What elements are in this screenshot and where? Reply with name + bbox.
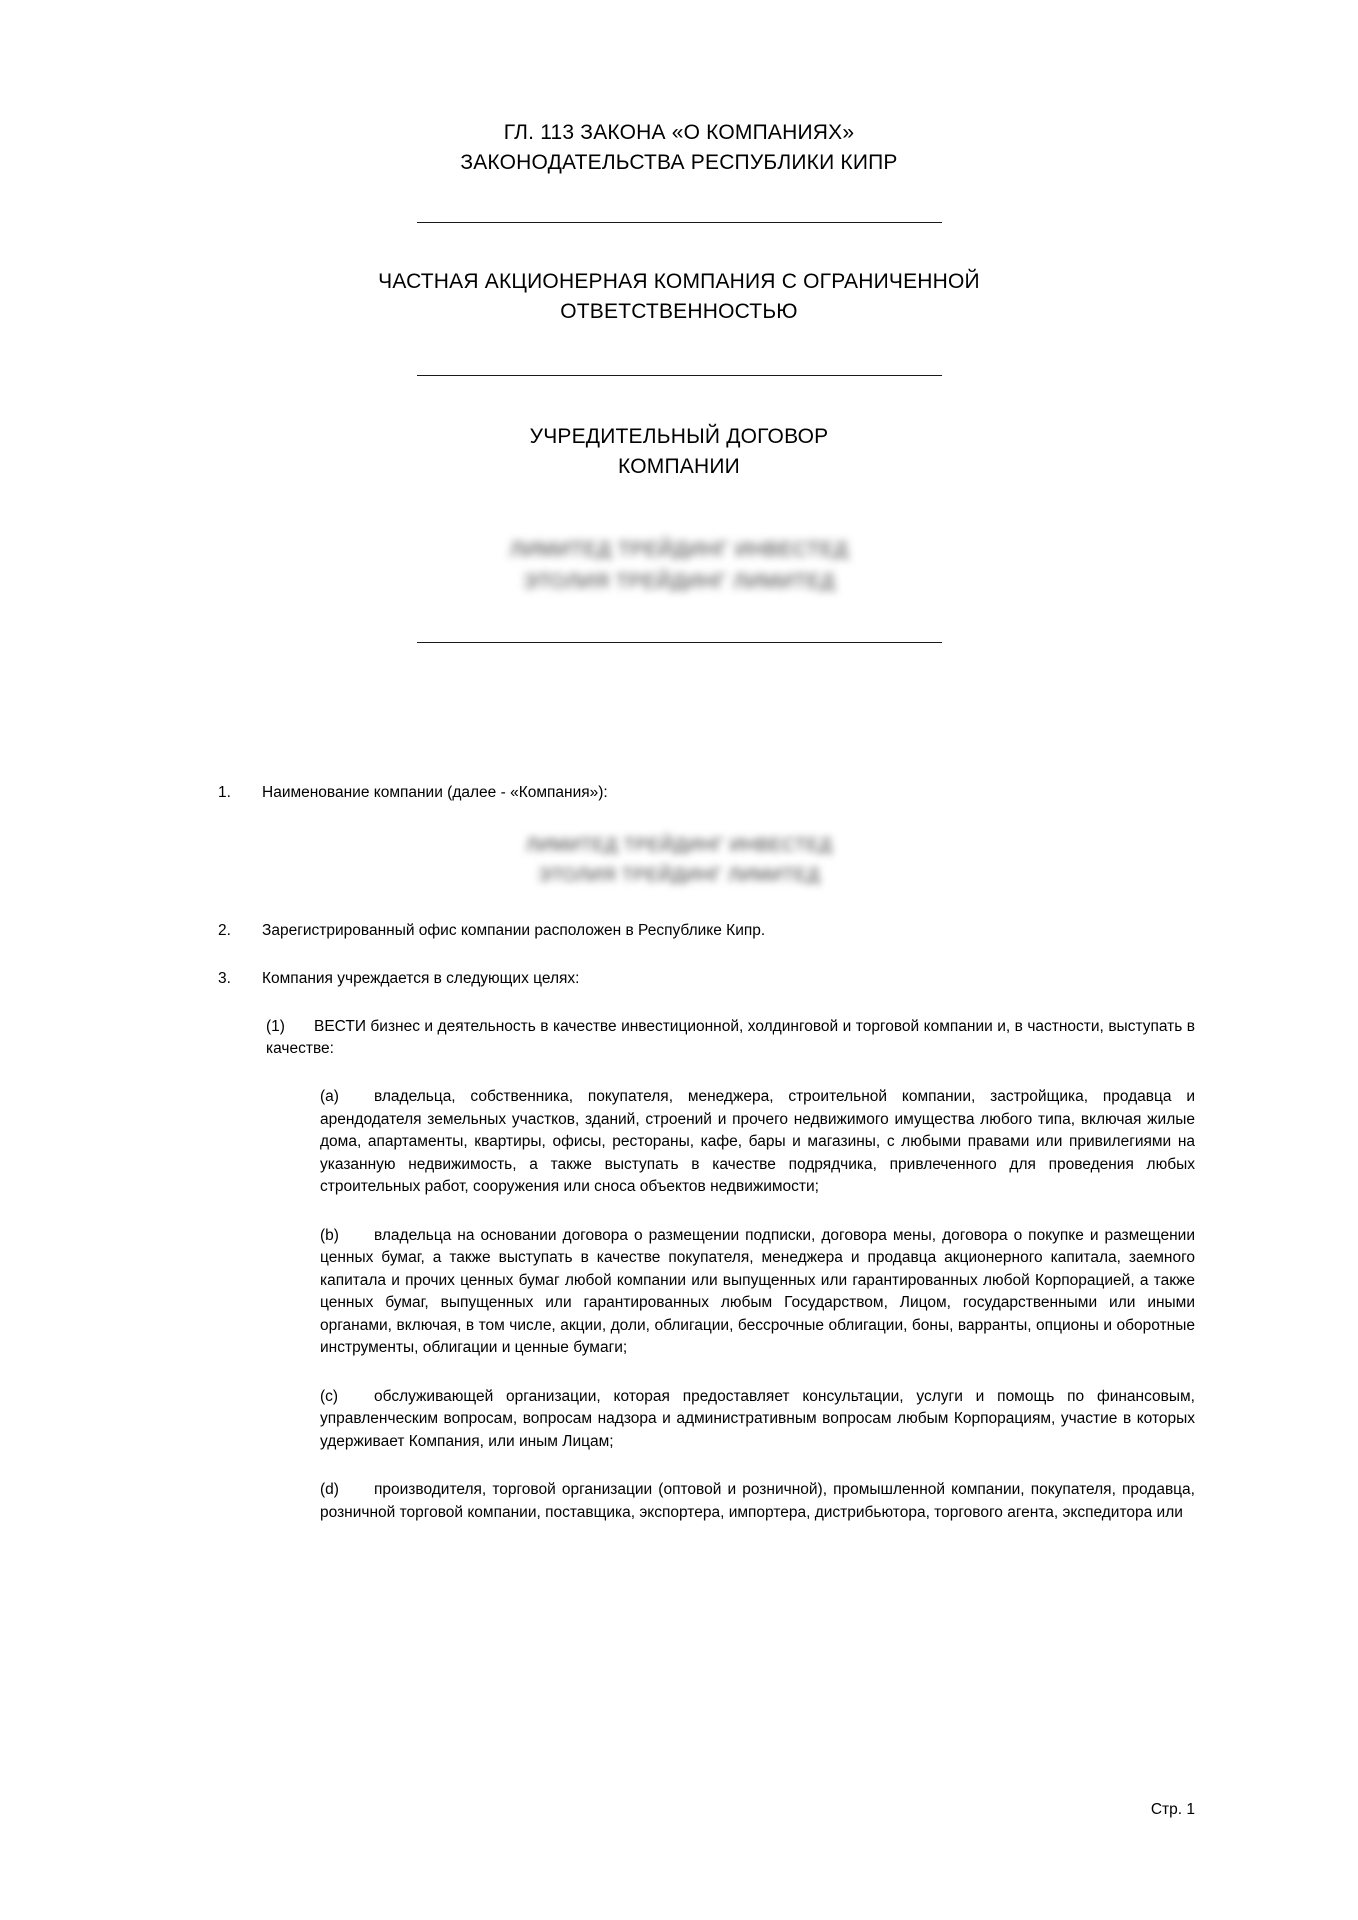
company-type-title	[0, 267, 1358, 327]
clause-2	[0, 920, 1358, 942]
document-type-line-2: КОМПАНИИ	[618, 455, 740, 478]
purpose-1-item-d-text: производителя, торговой организации (оптовой и розничной), промышленной компании, покупателя, продавца, розничной торговой компании, поставщика, экспортера, импортера, дистрибьютора, торгового агента, экспедитора или	[320, 1481, 1195, 1521]
redacted-company-name-inline-line-1: ЛИМИТЕД ТРЕЙДИНГ ИНВЕСТЕД	[525, 835, 833, 855]
company-type-line-1: ЧАСТНАЯ АКЦИОНЕРНАЯ КОМПАНИЯ С ОГРАНИЧЕННОЙ	[378, 270, 980, 293]
clause-3-number: 3.	[218, 970, 231, 987]
purpose-1-item-c-text: обслуживающей организации, которая предоставляет консультации, услуги и помощь по финансовым, управленческим вопросам, вопросам надзора и административным вопросам любым Корпорациям, участие в которых удерживает Компания, или иным Лицам;	[320, 1387, 1195, 1450]
clause-1-number: 1.	[218, 784, 231, 801]
purpose-1-item-c-number: (c)	[320, 1387, 339, 1405]
document-type-line-1: УЧРЕДИТЕЛЬНЫЙ ДОГОВОР	[529, 425, 829, 448]
divider-rule-3	[417, 642, 942, 643]
page-number-label: Стр. 1	[1150, 1801, 1195, 1818]
document-body	[0, 782, 1358, 1524]
clause-3	[0, 968, 1358, 990]
purpose-1-number: (1)	[266, 1018, 285, 1035]
law-title-line-1: ГЛ. 113 ЗАКОНА «О КОМПАНИЯХ»	[503, 121, 855, 144]
purpose-1-item-a	[0, 1086, 1358, 1199]
purpose-1-item-b-number: (b)	[320, 1226, 339, 1244]
title-block	[0, 118, 1358, 643]
page-footer	[1151, 1800, 1195, 1820]
purpose-1-item-d-number: (d)	[320, 1481, 339, 1498]
clause-2-number: 2.	[218, 922, 231, 939]
document-type-title	[0, 422, 1358, 482]
purpose-1-item-b	[0, 1225, 1358, 1360]
redacted-company-name-inline	[0, 830, 1358, 890]
company-type-line-2: ОТВЕТСТВЕННОСТЬЮ	[560, 300, 798, 323]
purpose-1-text: ВЕСТИ бизнес и деятельность в качестве инвестиционной, холдинговой и торговой компании и, в частности, выступать в качестве:	[266, 1018, 1195, 1057]
redacted-company-name-header	[0, 534, 1358, 598]
law-title	[0, 118, 1358, 178]
purpose-1-item-b-text: владельца на основании договора о размещении подписки, договора мены, договора о покупке и размещении ценных бумаг, а также выступать в качестве покупателя, менеджера и продавца акционерного капитала, заемного капитала и прочих ценных бумаг любой компании или выпущенных или гарантированных любой Корпорацией, а также ценных бумаг, выпущенных или гарантированных любым Государством, Лицом, государственными или иными органами, включая, в том числе, акции, доли, облигации, бессрочные облигации, боны, варранты, опционы и оборотные инструменты, облигации и ценные бумаги;	[320, 1226, 1195, 1356]
clause-1	[0, 782, 1358, 804]
purpose-1-item-c	[0, 1386, 1358, 1454]
redacted-company-name-inline-line-2: ЭТОЛИЯ ТРЕЙДИНГ ЛИМИТЕД	[537, 865, 821, 885]
purpose-1-item-a-number: (a)	[320, 1088, 339, 1105]
clause-1-text: Наименование компании (далее - «Компания»):	[262, 784, 608, 801]
purpose-1-item-a-text: владельца, собственника, покупателя, менеджера, строительной компании, застройщика, продавца и арендодателя земельных участков, зданий, строений и прочего недвижимого имущества любого типа, включая жилые дома, апартаменты, квартиры, офисы, рестораны, кафе, бары и магазины, с любыми правами или привилегиями на указанную недвижимость, а также выступать в качестве подрядчика, привлеченного для проведения любых строительных работ, сооружения или сноса объектов недвижимости;	[320, 1088, 1195, 1195]
redacted-company-name-header-line-2: ЭТОЛИЯ ТРЕЙДИНГ ЛИМИТЕД	[523, 571, 835, 593]
redacted-company-name-header-line-1: ЛИМИТЕД ТРЕЙДИНГ ИНВЕСТЕД	[509, 539, 849, 561]
purpose-1-item-d	[0, 1479, 1358, 1524]
purpose-1	[0, 1016, 1358, 1060]
law-title-line-2: ЗАКОНОДАТЕЛЬСТВА РЕСПУБЛИКИ КИПР	[460, 151, 898, 174]
clause-2-text: Зарегистрированный офис компании расположен в Республике Кипр.	[262, 922, 766, 939]
clause-3-text: Компания учреждается в следующих целях:	[262, 970, 580, 987]
